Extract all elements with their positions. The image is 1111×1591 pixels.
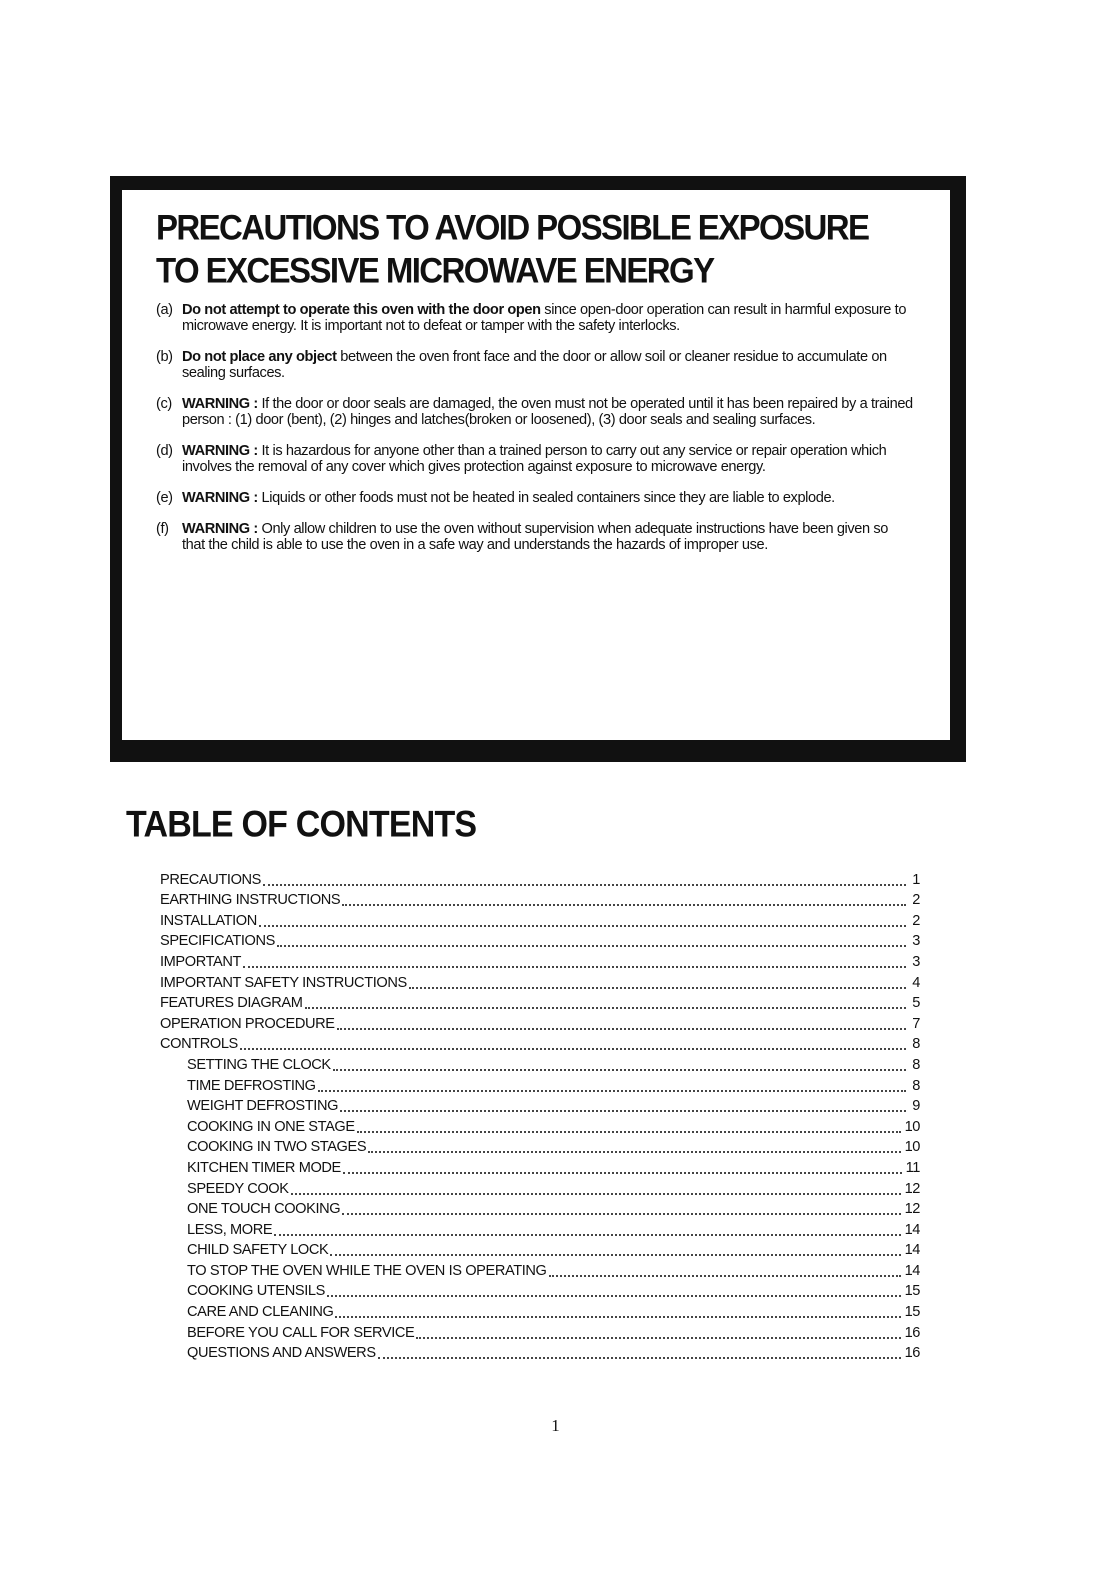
toc-leader-dots: [318, 1089, 906, 1092]
toc-entry: [160, 1033, 920, 1054]
precaution-item: [156, 302, 914, 334]
toc-leader-dots: [333, 1068, 906, 1071]
toc-leader-dots: [274, 1233, 900, 1236]
precaution-item: [156, 396, 914, 428]
precaution-label: (e): [156, 490, 173, 506]
precaution-item: [156, 349, 914, 381]
toc-leader-dots: [330, 1253, 900, 1256]
precaution-emphasis: WARNING :: [182, 396, 258, 412]
toc-entry-title: LESS, MORE: [187, 1221, 273, 1238]
precaution-item: [156, 521, 914, 553]
toc-leader-dots: [416, 1336, 900, 1339]
toc-leader-dots: [368, 1150, 900, 1153]
toc-entry: [160, 1177, 920, 1198]
precaution-emphasis: WARNING :: [182, 443, 258, 459]
precaution-body: It is hazardous for anyone other than a trained person to carry out any service or repair operation which involves the removal of any cover which gives protection against exposure to microwave energy.: [182, 443, 887, 475]
toc-entry-page: 4: [912, 974, 920, 991]
toc-entry-title: SPEEDY COOK: [187, 1180, 289, 1197]
toc-entry-title: CARE AND CLEANING: [187, 1304, 334, 1321]
toc-entry-page: 3: [912, 953, 920, 970]
precaution-body: since open-door operation can result in harmful exposure to microwave energy. It is important not to defeat or tamper with the safety interlocks.: [182, 302, 907, 334]
precautions-box: [110, 176, 966, 762]
toc-entry-page: 2: [912, 912, 920, 929]
precautions-title-line2: TO EXCESSIVE MICROWAVE ENERGY: [156, 250, 714, 291]
toc-entry-title: TO STOP THE OVEN WHILE THE OVEN IS OPERATING: [187, 1262, 547, 1279]
precaution-label: (d): [156, 443, 173, 459]
precaution-text: [182, 521, 914, 553]
toc-entry-page: 7: [912, 1015, 920, 1032]
toc-entry-title: INSTALLATION: [160, 912, 257, 929]
toc-entry-title: EARTHING INSTRUCTIONS: [160, 892, 341, 909]
toc-leader-dots: [277, 944, 906, 947]
toc-entry-page: 14: [904, 1221, 920, 1238]
toc-entry: [160, 1218, 920, 1239]
toc-entry-page: 1: [912, 871, 920, 888]
precaution-body: between the oven front face and the door or allow soil or cleaner residue to accumulate on sealing surfaces.: [182, 349, 887, 381]
toc-entry-page: 10: [904, 1118, 920, 1135]
precautions-title-line1: PRECAUTIONS TO AVOID POSSIBLE EXPOSURE: [156, 207, 869, 248]
toc-entry-page: 16: [904, 1324, 920, 1341]
toc-entry: [160, 1239, 920, 1260]
toc-leader-dots: [357, 1130, 901, 1133]
toc-entry-page: 5: [912, 995, 920, 1012]
toc-entry-title: IMPORTANT SAFETY INSTRUCTIONS: [160, 974, 407, 991]
toc-entry-title: SETTING THE CLOCK: [187, 1056, 331, 1073]
toc-leader-dots: [335, 1315, 900, 1318]
precaution-emphasis: WARNING :: [182, 490, 258, 506]
precaution-text: [182, 443, 914, 475]
toc-entry: [160, 1198, 920, 1219]
toc-entry-title: OPERATION PROCEDURE: [160, 1015, 335, 1032]
toc-entry: [160, 930, 920, 951]
toc-leader-dots: [263, 883, 906, 886]
precaution-label: (a): [156, 302, 173, 318]
toc-entry-title: COOKING IN ONE STAGE: [187, 1118, 355, 1135]
toc-entry: [160, 1321, 920, 1342]
toc-entry: [160, 971, 920, 992]
toc-leader-dots: [342, 903, 906, 906]
toc-entry-title: WEIGHT DEFROSTING: [187, 1098, 339, 1115]
precaution-text: [182, 349, 914, 381]
toc-entry: [160, 909, 920, 930]
toc-entry-title: FEATURES DIAGRAM: [160, 995, 303, 1012]
precaution-text: [182, 396, 914, 428]
precaution-text: [182, 302, 914, 334]
precaution-label: (b): [156, 349, 173, 365]
toc-entry: [160, 1136, 920, 1157]
precaution-item: [156, 443, 914, 475]
toc-leader-dots: [409, 986, 906, 989]
toc-entry-page: 14: [904, 1262, 920, 1279]
precaution-body: Liquids or other foods must not be heated in sealed containers since they are liable to explode.: [257, 490, 835, 506]
precautions-list: [156, 302, 914, 553]
page-number: 1: [551, 1416, 560, 1435]
toc-entry: [160, 1156, 920, 1177]
toc-entry: [160, 1115, 920, 1136]
precautions-title: [156, 206, 914, 292]
toc-entry-page: 14: [904, 1242, 920, 1259]
toc-entry-page: 8: [912, 1036, 920, 1053]
toc-entry-page: 11: [905, 1159, 920, 1176]
toc-entry-page: 2: [912, 892, 920, 909]
toc-leader-dots: [305, 1006, 906, 1009]
toc-leader-dots: [378, 1356, 901, 1359]
toc-entry-title: IMPORTANT: [160, 953, 241, 970]
precaution-emphasis: Do not attempt to operate this oven with the door open: [182, 302, 541, 318]
toc-entry-page: 9: [912, 1098, 920, 1115]
toc-entry-title: CONTROLS: [160, 1036, 238, 1053]
toc-heading: TABLE OF CONTENTS: [126, 804, 477, 846]
toc-leader-dots: [291, 1192, 901, 1195]
toc-entry: [160, 1259, 920, 1280]
toc-entry: [160, 1012, 920, 1033]
toc-entry-page: 8: [912, 1077, 920, 1094]
precaution-label: (f): [156, 521, 169, 537]
toc-entry-title: SPECIFICATIONS: [160, 933, 275, 950]
precaution-body: Only allow children to use the oven without supervision when adequate instructions have been given so that the child is able to use the oven in a safe way and understands the hazards of improper use.: [182, 521, 888, 553]
toc-list: [160, 868, 920, 1362]
toc-leader-dots: [340, 1109, 906, 1112]
toc-entry-page: 10: [904, 1139, 920, 1156]
toc-leader-dots: [342, 1212, 900, 1215]
toc-entry-page: 12: [904, 1201, 920, 1218]
toc-leader-dots: [240, 1047, 906, 1050]
toc-entry: [160, 1280, 920, 1301]
toc-entry-title: PRECAUTIONS: [160, 871, 262, 888]
toc-entry-page: 15: [904, 1283, 920, 1300]
toc-leader-dots: [337, 1027, 906, 1030]
toc-entry-title: QUESTIONS AND ANSWERS: [187, 1345, 376, 1362]
toc-entry: [160, 1053, 920, 1074]
toc-entry: [160, 1300, 920, 1321]
precaution-item: [156, 490, 914, 506]
toc-leader-dots: [343, 1171, 902, 1174]
toc-entry-page: 8: [912, 1056, 920, 1073]
toc-leader-dots: [243, 965, 906, 968]
precaution-label: (c): [156, 396, 172, 412]
precaution-text: [182, 490, 914, 506]
precaution-emphasis: WARNING :: [182, 521, 258, 537]
toc-entry-title: KITCHEN TIMER MODE: [187, 1159, 341, 1176]
toc-entry: [160, 1074, 920, 1095]
toc-entry: [160, 992, 920, 1013]
toc-entry-title: CHILD SAFETY LOCK: [187, 1242, 329, 1259]
toc-entry-page: 16: [904, 1345, 920, 1362]
toc-entry: [160, 868, 920, 889]
toc-leader-dots: [549, 1274, 901, 1277]
precaution-body: If the door or door seals are damaged, the oven must not be operated until it has been repaired by a trained person : (1) door (bent), (2) hinges and latches(broken or loosened), (3) door seals and sealing surfaces.: [182, 396, 913, 428]
toc-entry: [160, 950, 920, 971]
toc-entry: [160, 1342, 920, 1363]
toc-entry-page: 12: [904, 1180, 920, 1197]
toc-entry-page: 15: [904, 1304, 920, 1321]
toc-entry: [160, 1095, 920, 1116]
toc-entry: [160, 889, 920, 910]
toc-entry-title: ONE TOUCH COOKING: [187, 1201, 341, 1218]
toc-entry-page: 3: [912, 933, 920, 950]
precaution-emphasis: Do not place any object: [182, 349, 337, 365]
toc-entry-title: BEFORE YOU CALL FOR SERVICE: [187, 1324, 415, 1341]
toc-entry-title: COOKING UTENSILS: [187, 1283, 325, 1300]
toc-entry-title: COOKING IN TWO STAGES: [187, 1139, 367, 1156]
toc-leader-dots: [327, 1294, 901, 1297]
toc-leader-dots: [259, 924, 906, 927]
toc-entry-title: TIME DEFROSTING: [187, 1077, 316, 1094]
